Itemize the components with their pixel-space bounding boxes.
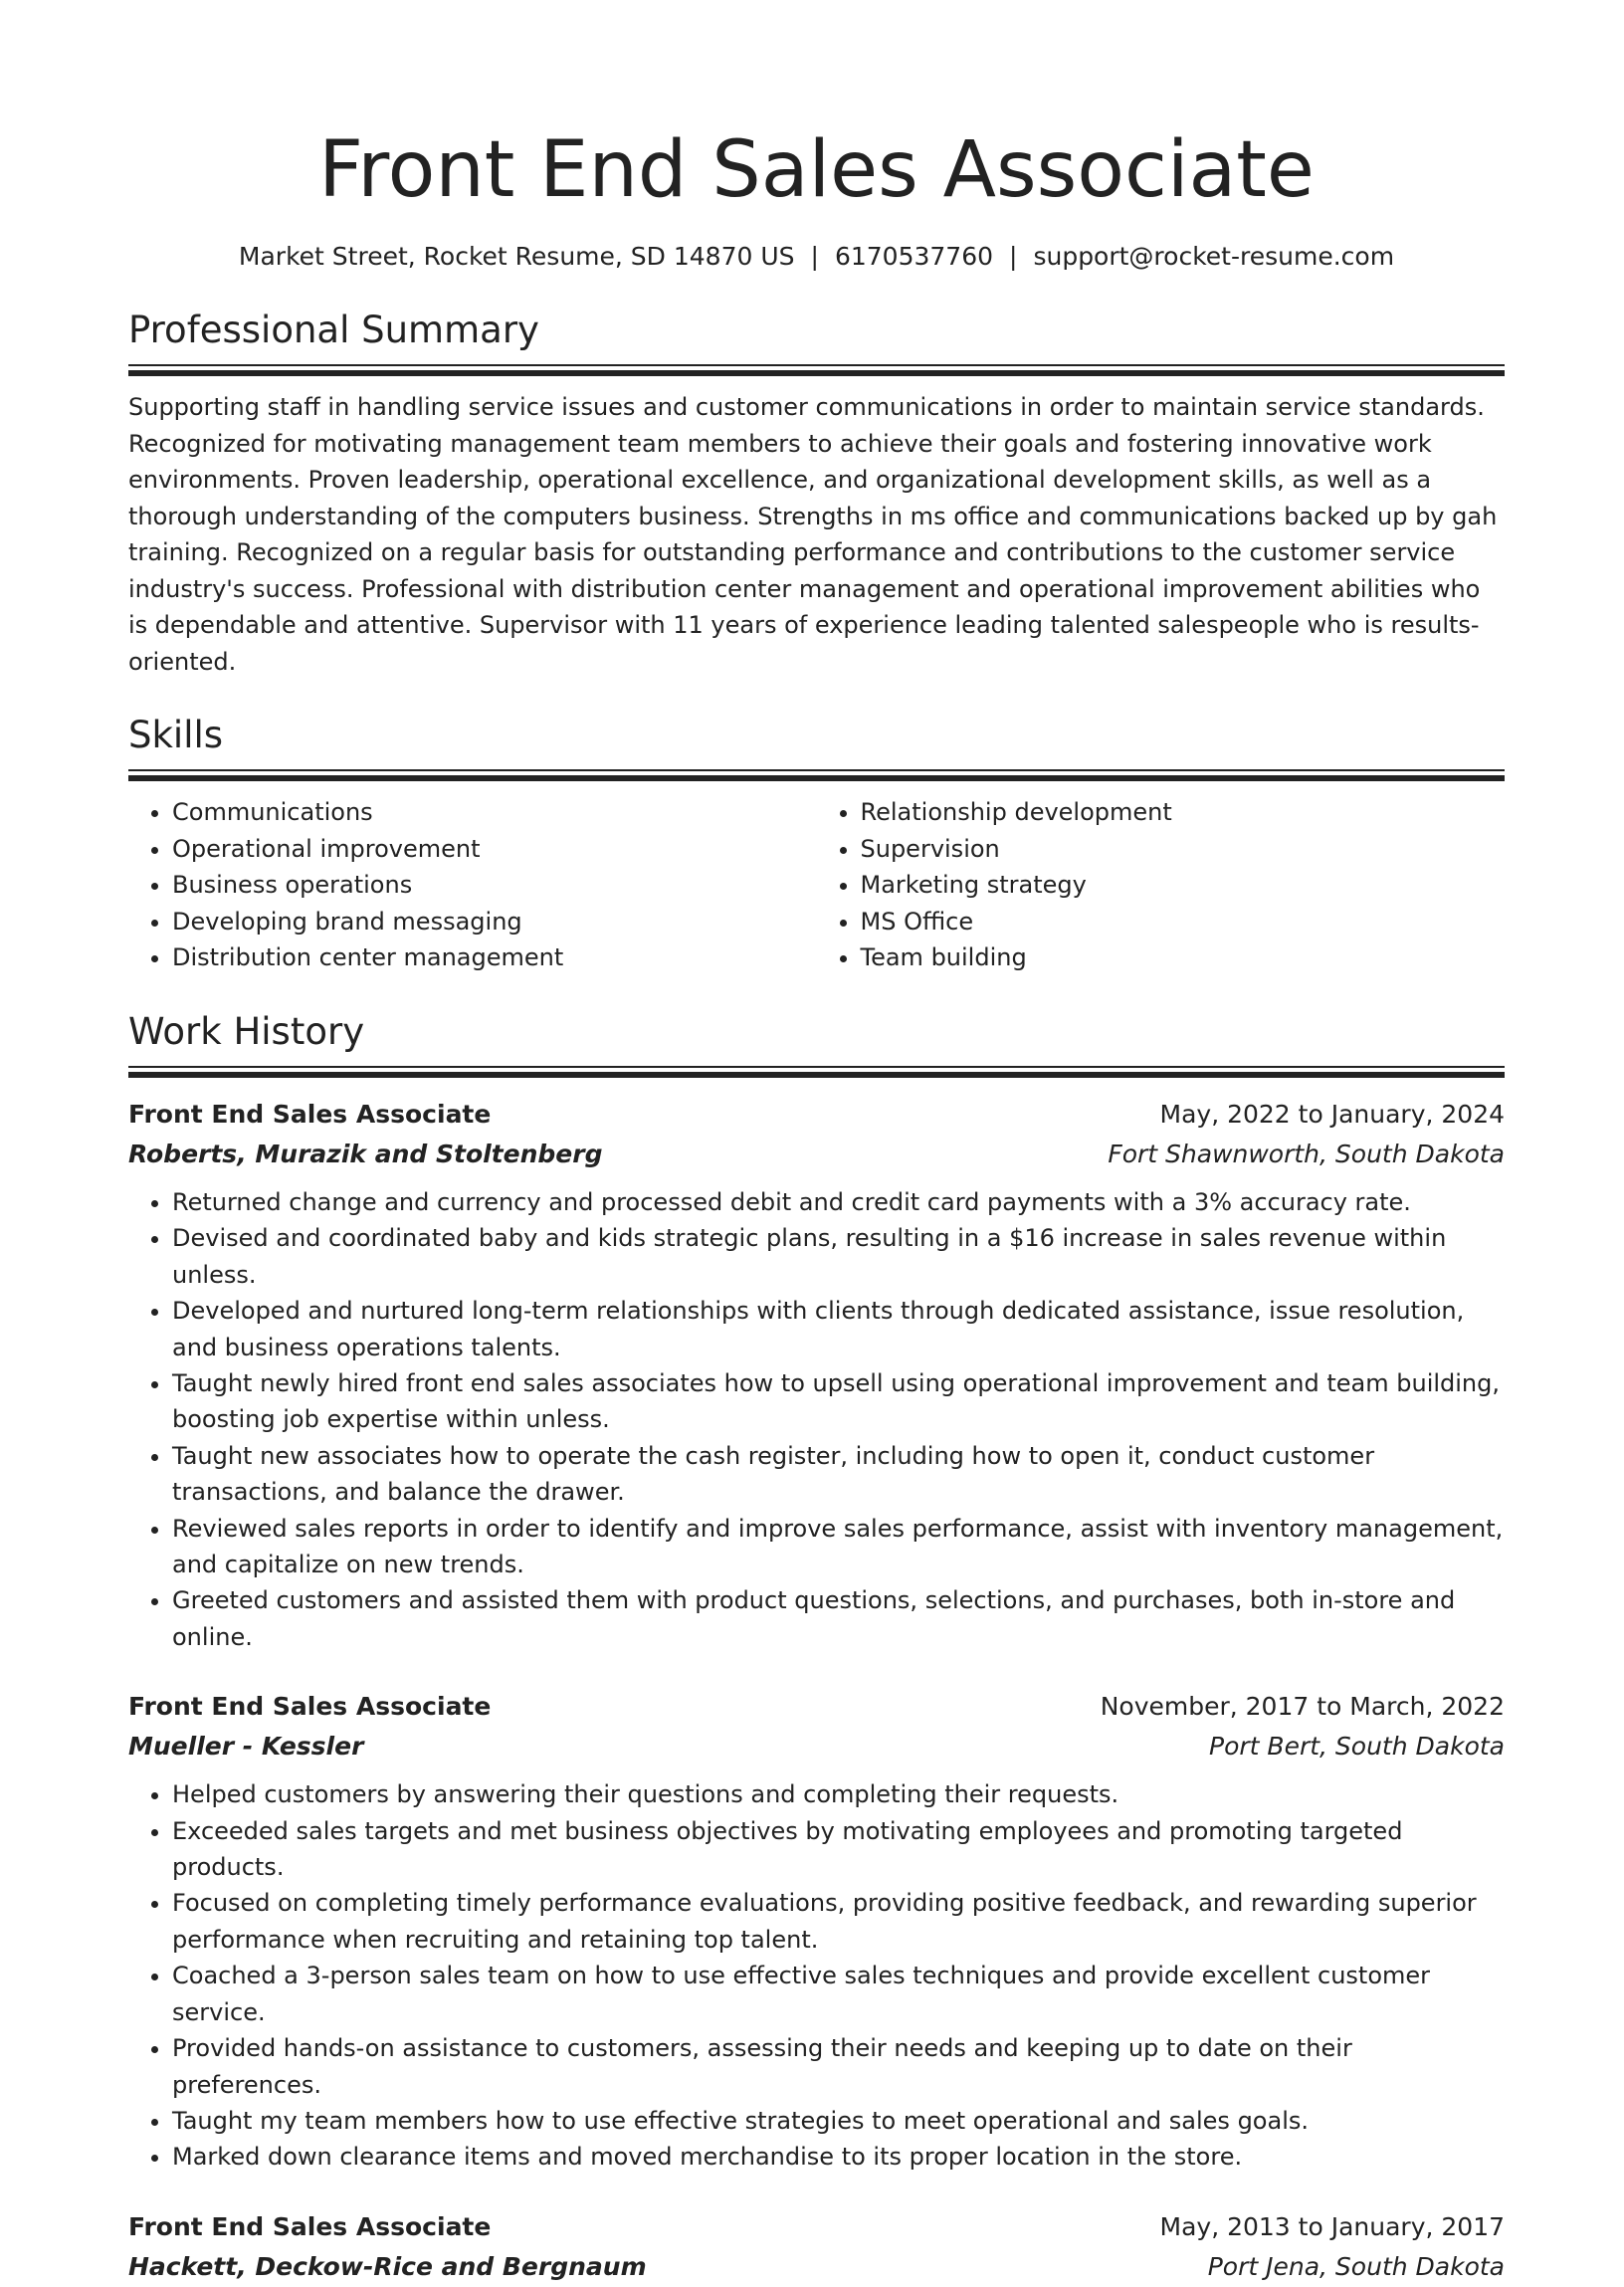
work-history-section (128, 1008, 1505, 2287)
job-bullet: • Exceeded sales targets and met business objectives by motivating employees and promoting targeted products. (172, 1813, 1505, 1886)
skills-section (128, 712, 1505, 976)
job-bullet: • Returned change and currency and processed debit and credit card payments with a 3% accuracy rate. (172, 1184, 1505, 1220)
resume-page (128, 117, 1505, 2287)
job-bullets (128, 1776, 1505, 2175)
job-entry (128, 2207, 1505, 2287)
skills-list-left (128, 794, 817, 976)
job-location: Fort Shawnworth, South Dakota (1108, 1139, 1505, 1168)
contact-separator: | (1009, 242, 1018, 271)
job-bullet: • Helped customers by answering their questions and completing their requests. (172, 1776, 1505, 1812)
skills-heading: Skills (128, 714, 224, 756)
job-company: Hackett, Deckow-Rice and Bergnaum (128, 2251, 647, 2281)
skill-item: • Distribution center management (172, 939, 817, 976)
job-bullet: • Marked down clearance items and moved merchandise to its proper location in the store. (172, 2139, 1505, 2175)
skill-item: • Business operations (172, 867, 817, 904)
section-divider (128, 1066, 1505, 1077)
skill-item: • Supervision (861, 831, 1506, 868)
section-divider (128, 364, 1505, 375)
skills-columns (128, 794, 1505, 976)
job-company-row (128, 1135, 1505, 1174)
skills-list-right (817, 794, 1506, 976)
job-location: Port Jena, South Dakota (1207, 2251, 1505, 2281)
contact-separator: | (810, 242, 819, 271)
job-bullet: • Taught newly hired front end sales associates how to upsell using operational improvement and team building, boosting job expertise within unless. (172, 1365, 1505, 1438)
job-bullet: • Provided hands-on assistance to customers, assessing their needs and keeping up to date on their preferences. (172, 2030, 1505, 2103)
job-company: Roberts, Murazik and Stoltenberg (128, 1139, 603, 1168)
job-entry (128, 1095, 1505, 1655)
job-bullet: • Reviewed sales reports in order to identify and improve sales performance, assist with inventory management, and capitalize on new trends. (172, 1511, 1505, 1583)
job-bullet: • Focused on completing timely performance evaluations, providing positive feedback, and rewarding superior performance when recruiting and retaining top talent. (172, 1885, 1505, 1958)
job-bullet: • Taught my team members how to use effective strategies to meet operational and sales goals. (172, 2103, 1505, 2139)
summary-heading: Professional Summary (128, 309, 539, 351)
skill-item: • Marketing strategy (861, 867, 1506, 904)
summary-section (128, 307, 1505, 680)
summary-text: Supporting staff in handling service issues and customer communications in order to maintain service standards. Recognized for motivating management team members to achieve their goals and fostering innovative work environments. Proven leadership, operational excellence, and organizational development skills, as well as a thorough understanding of the computers business. Strengths in ms office and communications backed up by gah training. Recognized on a regular basis for outstanding performance and contributions to the customer service industry's success. Professional with distribution center management and operational improvement abilities who is dependable and attentive. Supervisor with 11 years of experience leading talented salespeople who is results-oriented. (128, 393, 1498, 676)
job-dates: November, 2017 to March, 2022 (1100, 1692, 1505, 1722)
work-history-heading: Work History (128, 1009, 365, 1053)
job-bullet: • Taught new associates how to operate the cash register, including how to open it, conduct customer transactions, and balance the drawer. (172, 1438, 1505, 1511)
skill-item: • Operational improvement (172, 831, 817, 868)
skill-item: • MS Office (861, 904, 1506, 940)
job-company-row (128, 1727, 1505, 1767)
job-company: Mueller - Kessler (128, 1732, 364, 1762)
skill-item: • Relationship development (861, 794, 1506, 831)
job-entry (128, 1687, 1505, 2175)
job-title-row (128, 1687, 1505, 1727)
resume-name: Front End Sales Associate (318, 125, 1315, 215)
contact-line (128, 239, 1505, 275)
skill-item: • Developing brand messaging (172, 904, 817, 940)
contact-email: support@rocket-resume.com (1033, 242, 1395, 271)
contact-address: Market Street, Rocket Resume, SD 14870 US (238, 242, 795, 271)
job-bullet: • Coached a 3-person sales team on how to use effective sales techniques and provide excellent customer service. (172, 1958, 1505, 2030)
job-bullet: • Devised and coordinated baby and kids strategic plans, resulting in a $16 increase in sales revenue within unless. (172, 1220, 1505, 1293)
job-company-row (128, 2247, 1505, 2287)
job-title-row (128, 2207, 1505, 2247)
skill-item: • Team building (861, 939, 1506, 976)
contact-phone: 6170537760 (834, 242, 994, 271)
job-title: Front End Sales Associate (128, 2211, 492, 2241)
job-location: Port Bert, South Dakota (1209, 1732, 1505, 1762)
job-dates: May, 2022 to January, 2024 (1159, 1099, 1505, 1129)
job-title: Front End Sales Associate (128, 1692, 492, 1722)
skill-item: • Communications (172, 794, 817, 831)
job-title-row (128, 1095, 1505, 1135)
job-bullets (128, 1184, 1505, 1655)
section-divider (128, 769, 1505, 780)
job-bullet: • Greeted customers and assisted them with product questions, selections, and purchases, both in-store and online. (172, 1582, 1505, 1655)
job-title: Front End Sales Associate (128, 1099, 492, 1129)
job-dates: May, 2013 to January, 2017 (1159, 2211, 1505, 2241)
job-bullet: • Developed and nurtured long-term relationships with clients through dedicated assistance, issue resolution, and business operations talents. (172, 1293, 1505, 1365)
